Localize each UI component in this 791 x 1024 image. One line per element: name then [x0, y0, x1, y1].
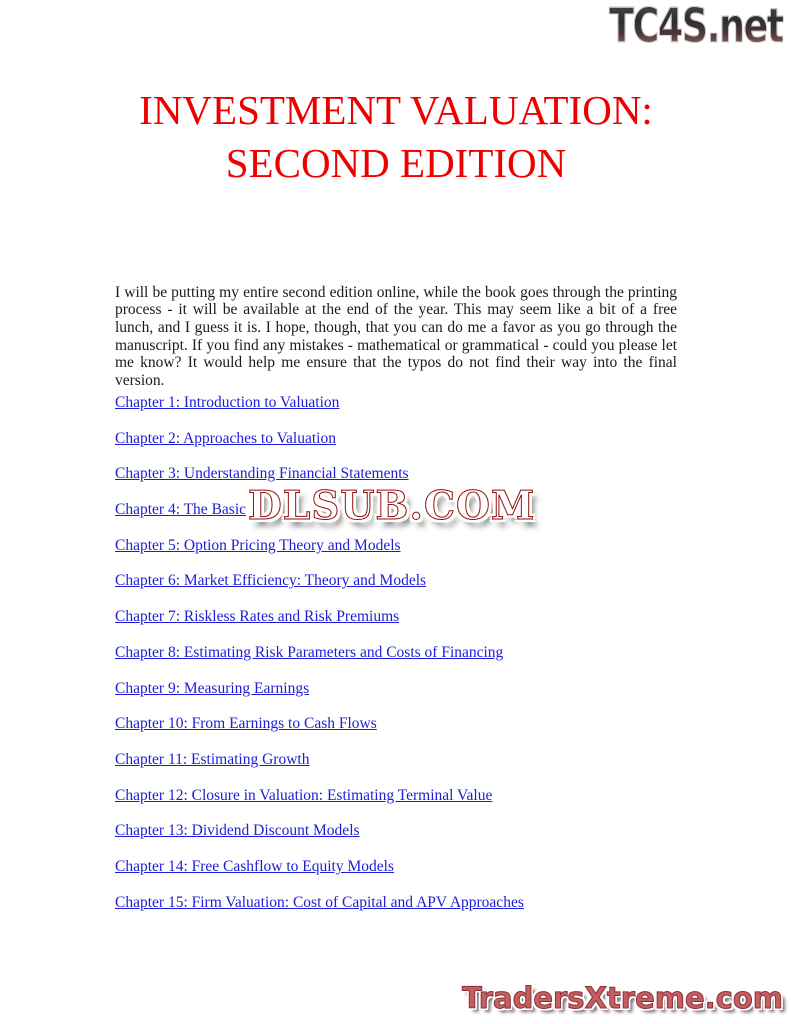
title-block [115, 84, 677, 190]
chapter-list [115, 394, 677, 929]
chapter-link-7[interactable]: Chapter 7: Riskless Rates and Risk Premiums [115, 608, 400, 626]
chapter-link-6[interactable]: Chapter 6: Market Efficiency: Theory and Models [115, 572, 427, 590]
page-title: INVESTMENT VALUATION: SECOND EDITION [139, 87, 653, 186]
chapter-link-1[interactable]: Chapter 1: Introduction to Valuation [115, 394, 340, 411]
chapter-link-4[interactable]: Chapter 4: The Basic [115, 501, 247, 519]
chapter-link-12[interactable]: Chapter 12: Closure in Valuation: Estimating Terminal Value [115, 786, 493, 804]
chapter-link-15[interactable]: Chapter 15: Firm Valuation: Cost of Capital and APV Approaches [115, 893, 524, 911]
chapter-link-9[interactable]: Chapter 9: Measuring Earnings [115, 679, 310, 697]
tc4s-logo: TC4S.net [609, 0, 783, 54]
dlsub-watermark: DLSUB.COM [248, 483, 536, 529]
chapter-link-8[interactable]: Chapter 8: Estimating Risk Parameters and Costs of Financing [115, 643, 504, 661]
intro-paragraph: I will be putting my entire second edition online, while the book goes through the printing process - it will be available at the end of the year. This may seem like a bit of a free lunch, and I guess it is. I hope, though, that you can do me a favor as you go through the manuscript. If you find any mistakes - mathematical or grammatical - could you please let me know? It would help me ensure that the typos do not find their way into the final version. [115, 283, 677, 390]
chapter-link-10[interactable]: Chapter 10: From Earnings to Cash Flows [115, 715, 377, 733]
chapter-link-5[interactable]: Chapter 5: Option Pricing Theory and Models [115, 536, 401, 554]
chapter-link-3[interactable]: Chapter 3: Understanding Financial Statements [115, 465, 409, 483]
chapter-link-13[interactable]: Chapter 13: Dividend Discount Models [115, 822, 360, 840]
tradersxtreme-logo: TradersXtreme.com [462, 981, 783, 1015]
chapter-link-11[interactable]: Chapter 11: Estimating Growth [115, 750, 310, 768]
chapter-link-14[interactable]: Chapter 14: Free Cashflow to Equity Models [115, 857, 394, 875]
chapter-link-2[interactable]: Chapter 2: Approaches to Valuation [115, 429, 336, 447]
